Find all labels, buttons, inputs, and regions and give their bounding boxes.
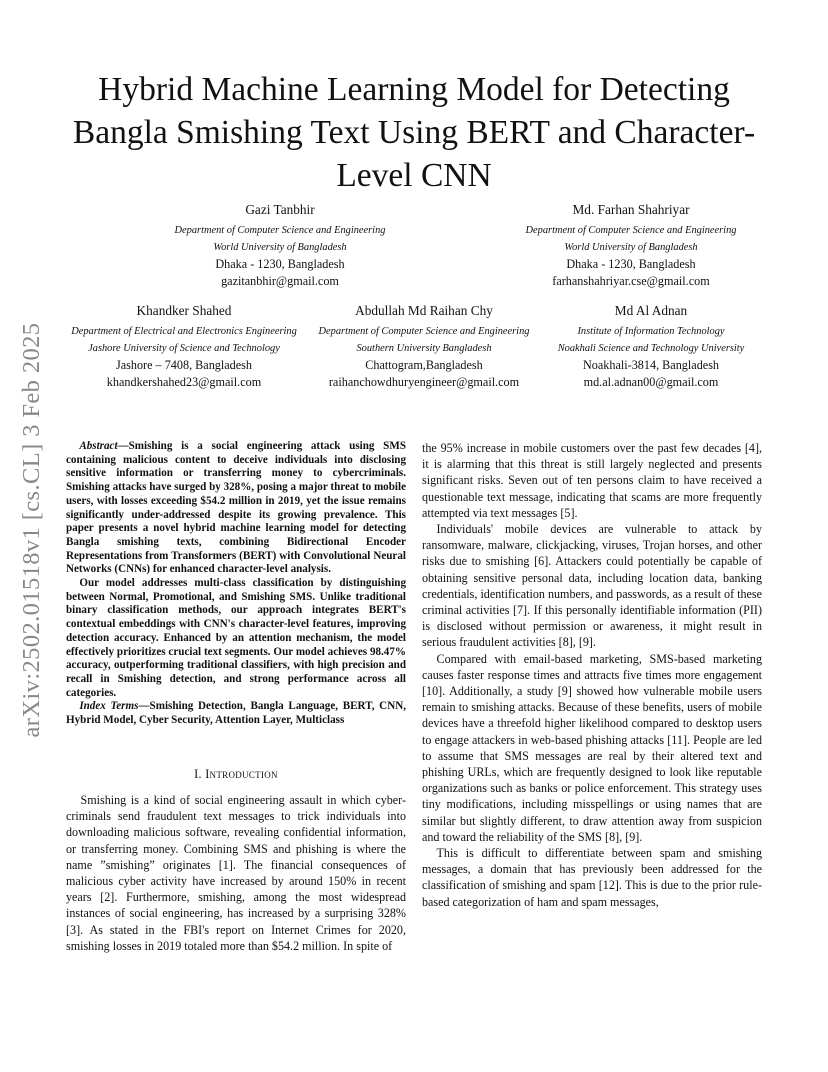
index-terms <box>66 700 406 727</box>
abstract-text: —Smishing is a social engineering attack using SMS containing malicious content to deceive individuals into disclosing sensitive information or transferring money to cybercriminals. Smishing attacks have surged by 328%, posing a major threat to mobile users, with losses exceeding $54.2 million in 2019, yet the issue remains significantly under-addressed despite its growing prevalence. This paper presents a novel hybrid machine learning model for detecting Bangla smishing texts, combining Bidirectional Encoder Representations from Transformers (BERT) with Convolutional Neural Networks (CNNs) for enhanced character-level analysis. <box>66 440 406 576</box>
author-email: md.al.adnan00@gmail.com <box>583 375 719 390</box>
abstract <box>66 440 406 728</box>
author-location: Jashore – 7408, Bangladesh <box>115 358 253 373</box>
abstract-label: Abstract <box>79 440 118 452</box>
author-block <box>62 303 306 391</box>
body-paragraph: Individuals' mobile devices are vulnerable to attack by ransomware, malware, clickjacking, viruses, Trojan horses, and other risks due to smishing [6]. Attackers could potentially be capable of obtaining sensitive personal data, including location data, banking credentials, identification numbers, and passwords, as a result of these criminal activities [7]. If this personally identifiable information (PII) is disclosed without permission or awareness, it might result in serious fraudulent activities [8], [9]. <box>422 522 762 650</box>
abstract-paragraph: Our model addresses multi-class classification by distinguishing between Normal, Promotional, and Smishing SMS. Unlike traditional binary classification methods, our approach integrates BERT's contextual embeddings with CNN's character-level features, improving detection accuracy. Enhanced by an attention mechanism, the model effectively prioritizes crucial text segments. Our model achieves 98.47% accuracy, outperforming traditional classifiers, with high precision and recall in Smishing detection, and strong performance across all categories. <box>66 577 406 699</box>
author-email: farhanshahriyar.cse@gmail.com <box>552 274 710 289</box>
author-department: Department of Computer Science and Engineering <box>174 224 386 236</box>
author-email: khandkershahed23@gmail.com <box>106 375 262 390</box>
body-paragraph: Compared with email-based marketing, SMS-based marketing causes faster response times and attracts five times more engagement [10]. Additionally, a study [9] showed how vulnerable mobile users remain to smishing attacks. Because of these benefits, users of mobile devices have a threefold higher likelihood compared to desktop users to engage attackers in web-based phishing attacks [11]. People are led to assume that SMS messages are real by their altered text and phishing URLs, which are frequently designed to look like reputable organizations such as banks or police enforcement. This strategy uses tiny modifications, including misspellings or using names that are similar but slightly different, to draw attention away from suspicion and toward the reliability of the SMS [8], [9]. <box>422 651 762 844</box>
right-column <box>422 440 762 910</box>
author-block <box>536 303 766 391</box>
author-name: Md. Farhan Shahriyar <box>572 202 690 217</box>
author-block <box>130 202 430 290</box>
author-name: Abdullah Md Raihan Chy <box>355 303 493 318</box>
body-paragraph: the 95% increase in mobile customers over the past few decades [4], it is alarming that this threat is still largely neglected and presents significant risks. Seven out of ten persons claim to have received a questionable text message, indicating that scams are more frequently attempted via text messages [5]. <box>422 441 762 520</box>
author-department: Department of Computer Science and Engineering <box>318 325 530 337</box>
author-name: Md Al Adnan <box>614 303 688 318</box>
body-paragraph: This is difficult to differentiate between spam and smishing messages, a domain that has previously been addressed for the classification of smishing and spam [12]. This is due to the prior rule-based categorization of ham and spam messages, <box>422 846 762 909</box>
author-location: Dhaka - 1230, Bangladesh <box>566 257 696 272</box>
section-heading: I. Introduction <box>194 766 278 781</box>
paper-title: Hybrid Machine Learning Model for Detecting Bangla Smishing Text Using BERT and Character-Level CNN <box>72 71 756 194</box>
author-department: Institute of Information Technology <box>577 325 725 337</box>
author-block <box>306 303 542 391</box>
author-institution: World University of Bangladesh <box>564 241 698 253</box>
body-paragraph: Smishing is a kind of social engineering assault in which cyber-criminals send fraudulent text messages to trick individuals into downloading malicious software, revealing confidential information, or transferring money. Combining SMS and phishing is where the name ”smishing” originates [1]. The financial consequences of malicious cyber activity have increased by around 150% in recent years [2]. Furthermore, smishing, among the most widespread instances of social engineering, has increased by a surprising 328% [3]. As stated in the FBI's report on Internet Crimes for 2020, smishing losses in 2019 totaled more than $54.2 million. In spite of <box>66 792 406 953</box>
author-name: Gazi Tanbhir <box>245 202 315 217</box>
left-column <box>66 440 406 954</box>
index-terms-text: —Smishing Detection, Bangla Language, BERT, CNN, Hybrid Model, Cyber Security, Attention Layer, Multiclass <box>66 700 406 727</box>
arxiv-identifier: arXiv:2502.01518v1 [cs.CL] 3 Feb 2025 <box>18 322 45 738</box>
author-institution: World University of Bangladesh <box>213 241 347 253</box>
author-location: Dhaka - 1230, Bangladesh <box>215 257 345 272</box>
author-location: Noakhali-3814, Bangladesh <box>582 358 720 373</box>
arxiv-sidebar <box>12 0 52 1072</box>
author-email: gazitanbhir@gmail.com <box>221 274 339 289</box>
author-name: Khandker Shahed <box>136 303 232 318</box>
author-location: Chattogram,Bangladesh <box>365 358 483 373</box>
author-email: raihanchowdhuryengineer@gmail.com <box>328 375 520 390</box>
author-institution: Southern University Bangladesh <box>356 342 492 354</box>
author-block <box>482 202 780 290</box>
index-terms-label: Index Terms <box>79 700 139 713</box>
author-department: Department of Electrical and Electronics Engineering <box>71 325 297 337</box>
author-institution: Noakhali Science and Technology University <box>557 342 745 354</box>
author-department: Department of Computer Science and Engineering <box>525 224 737 236</box>
author-institution: Jashore University of Science and Technology <box>88 342 280 354</box>
abstract-paragraph <box>66 440 406 577</box>
